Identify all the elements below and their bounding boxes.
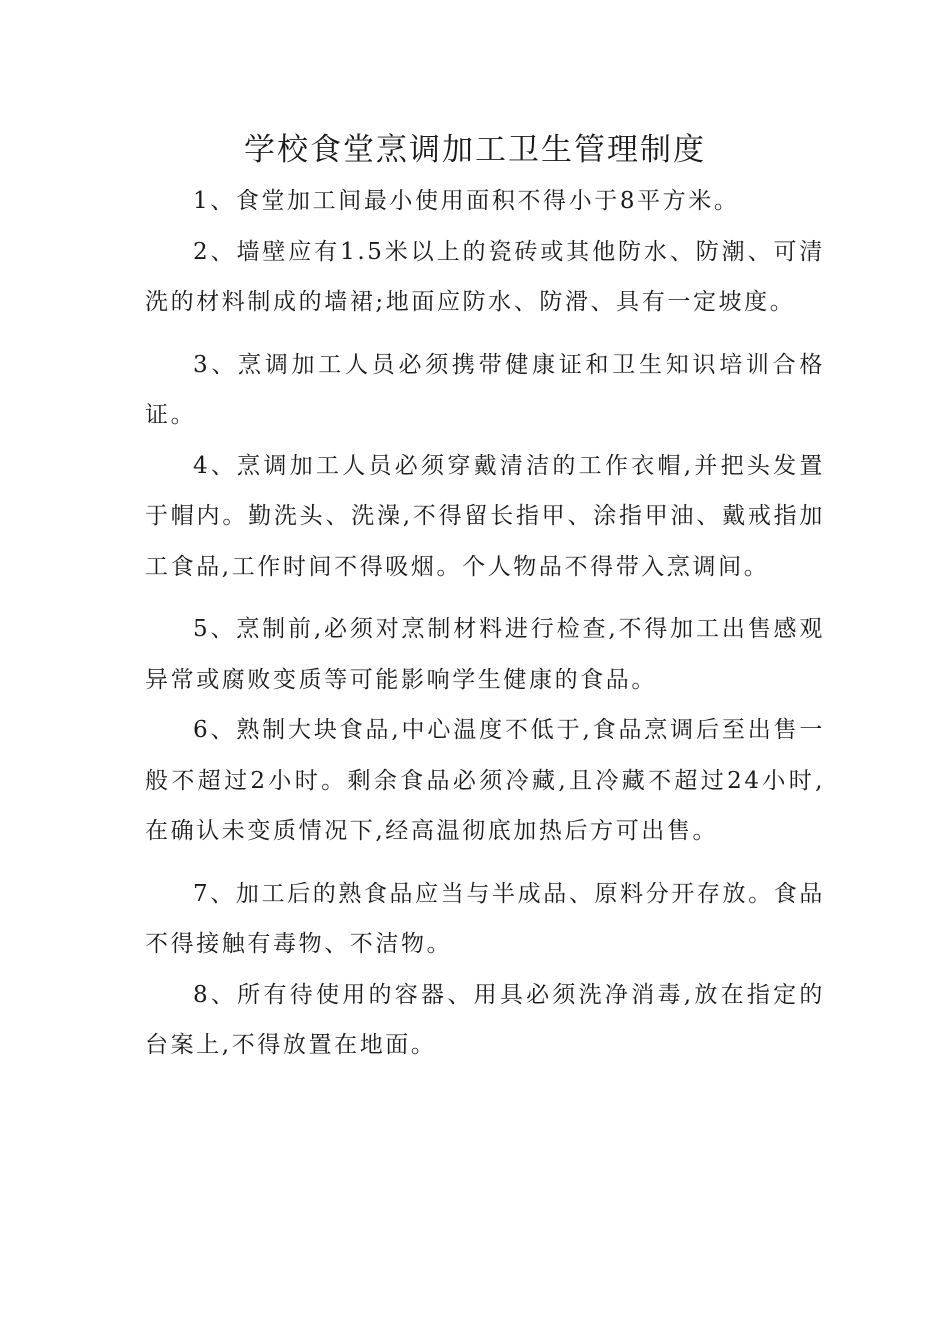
paragraph-6: 6、熟制大块食品,中心温度不低于,食品烹调后至出售一般不超过2小时。剩余食品必须冷藏,且冷藏不超过24小时,在确认未变质情况下,经高温彻底加热后方可出售。 (145, 717, 825, 844)
paragraph-3: 3、烹调加工人员必须携带健康证和卫生知识培训合格证。 (145, 351, 825, 428)
document-body (145, 176, 825, 1071)
document-title: 学校食堂烹调加工卫生管理制度 (244, 132, 706, 168)
paragraph-5: 5、烹制前,必须对烹制材料进行检查,不得加工出售感观异常或腐败变质等可能影响学生健康的食品。 (145, 616, 825, 693)
paragraph-7: 7、加工后的熟食品应当与半成品、原料分开存放。食品不得接触有毒物、不洁物。 (145, 880, 825, 957)
paragraph-8: 8、所有待使用的容器、用具必须洗净消毒,放在指定的台案上,不得放置在地面。 (145, 981, 825, 1058)
paragraph-4: 4、烹调加工人员必须穿戴清洁的工作衣帽,并把头发置于帽内。勤洗头、洗澡,不得留长指甲、涂指甲油、戴戒指加工食品,工作时间不得吸烟。个人物品不得带入烹调间。 (145, 452, 825, 580)
paragraph-2: 2、墙壁应有1.5米以上的瓷砖或其他防水、防潮、可清洗的材料制成的墙裙;地面应防水、防滑、具有一定坡度。 (145, 238, 825, 315)
paragraph-1: 1、食堂加工间最小使用面积不得小于8平方米。 (193, 188, 740, 214)
